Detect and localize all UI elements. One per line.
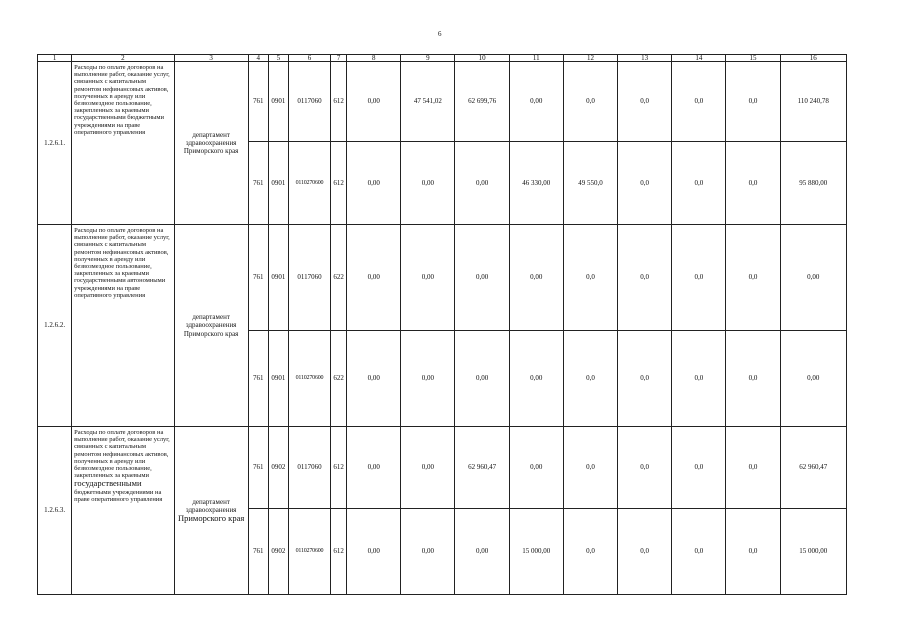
- table-cell: 761: [248, 225, 268, 331]
- table-cell: 0,0: [618, 142, 672, 225]
- header-cell: 1: [38, 55, 72, 62]
- table-cell: 0902: [268, 427, 288, 509]
- table-cell: 0,00: [455, 142, 509, 225]
- table-cell: 0,00: [401, 509, 455, 595]
- table-cell: 110 240,78: [780, 62, 846, 142]
- header-cell: 6: [288, 55, 330, 62]
- table-cell: 0,00: [347, 62, 401, 142]
- table-cell: 0117060: [288, 225, 330, 331]
- table-cell: 761: [248, 331, 268, 427]
- table-cell: 0,00: [780, 225, 846, 331]
- table-cell: 0,0: [726, 427, 780, 509]
- table-cell: 0,0: [618, 225, 672, 331]
- table-cell: 0,0: [672, 142, 726, 225]
- table-cell: 0,00: [455, 509, 509, 595]
- header-row: [38, 55, 847, 62]
- row-index: 1.2.6.1.: [38, 62, 72, 225]
- table-cell: 0,00: [780, 331, 846, 427]
- row-description: Расходы по оплате договоров на выполнение работ, оказание услуг, связанных с капитальным ремонтом нефинансовых активов, полученных в аренду или безвозмездное пользование, закрепленных за краевыми государственными бюджетными учреждениями на праве оперативного управления: [72, 62, 174, 225]
- table-cell: 0,0: [672, 331, 726, 427]
- page-number: 6: [438, 30, 442, 38]
- table-cell: 15 000,00: [780, 509, 846, 595]
- table-cell: 0,00: [347, 509, 401, 595]
- table-cell: 0,0: [563, 509, 617, 595]
- table-cell: 0,0: [618, 509, 672, 595]
- table-cell: 0,0: [563, 225, 617, 331]
- header-cell: 5: [268, 55, 288, 62]
- row-index: 1.2.6.2.: [38, 225, 72, 427]
- department-part: департамент здравоохранения: [185, 497, 237, 514]
- table-cell: 0,00: [347, 331, 401, 427]
- table-cell: 0,00: [455, 225, 509, 331]
- table-cell: 62 699,76: [455, 62, 509, 142]
- table-cell: 0,0: [672, 62, 726, 142]
- table-cell: 0,0: [563, 331, 617, 427]
- table-cell: 0110270600: [288, 331, 330, 427]
- table-cell: 0,0: [672, 225, 726, 331]
- row-department: [174, 427, 248, 595]
- table-cell: 0901: [268, 62, 288, 142]
- table-cell: 0,00: [347, 427, 401, 509]
- table-cell: 0,0: [672, 427, 726, 509]
- table-cell: 0,0: [563, 427, 617, 509]
- table-cell: 0,0: [726, 331, 780, 427]
- department-part: Приморского края: [178, 513, 245, 524]
- table-cell: 622: [331, 225, 347, 331]
- header-cell: 12: [563, 55, 617, 62]
- row-index: 1.2.6.3.: [38, 427, 72, 595]
- table-cell: 0117060: [288, 62, 330, 142]
- table-cell: 0,0: [726, 62, 780, 142]
- row-description: Расходы по оплате договоров на выполнение работ, оказание услуг, связанных с капитальным ремонтом нефинансовых активов, полученных в аренду или безвозмездное пользование, закрепленных за краевыми государственными автономными учреждениями на праве оперативного управления: [72, 225, 174, 427]
- header-cell: 9: [401, 55, 455, 62]
- table-cell: 0901: [268, 331, 288, 427]
- table-cell: 0,00: [455, 331, 509, 427]
- table-cell: 0,0: [618, 427, 672, 509]
- row-department: департамент здравоохранения Приморского края: [174, 62, 248, 225]
- table-cell: 0,00: [509, 62, 563, 142]
- table-cell: 0902: [268, 509, 288, 595]
- table-cell: 0,0: [726, 142, 780, 225]
- table-cell: 0,00: [509, 427, 563, 509]
- table-row: [38, 62, 847, 142]
- table-cell: 47 541,02: [401, 62, 455, 142]
- row-description: [72, 427, 174, 595]
- table-cell: 0,0: [726, 225, 780, 331]
- header-cell: 16: [780, 55, 846, 62]
- table-cell: 95 880,00: [780, 142, 846, 225]
- table-cell: 0,0: [563, 62, 617, 142]
- header-cell: 13: [618, 55, 672, 62]
- table-cell: 0,00: [401, 427, 455, 509]
- table-cell: 761: [248, 427, 268, 509]
- header-cell: 2: [72, 55, 174, 62]
- table-cell: 0,00: [401, 142, 455, 225]
- table-cell: 612: [331, 62, 347, 142]
- table-cell: 0110270600: [288, 509, 330, 595]
- table-cell: 49 550,0: [563, 142, 617, 225]
- table-cell: 0,00: [401, 225, 455, 331]
- header-cell: 4: [248, 55, 268, 62]
- row-department: департамент здравоохранения Приморского края: [174, 225, 248, 427]
- table-cell: 761: [248, 62, 268, 142]
- table-cell: 0901: [268, 225, 288, 331]
- table-row: [38, 427, 847, 509]
- budget-table: [37, 54, 847, 595]
- table-cell: 0,0: [672, 509, 726, 595]
- table-cell: 0,00: [347, 225, 401, 331]
- table-cell: 0117060: [288, 427, 330, 509]
- table-cell: 62 960,47: [780, 427, 846, 509]
- table-cell: 0,00: [401, 331, 455, 427]
- table-cell: 761: [248, 142, 268, 225]
- description-part: государственными: [74, 478, 142, 489]
- table-cell: 612: [331, 427, 347, 509]
- table-cell: 0901: [268, 142, 288, 225]
- table-cell: 0,00: [347, 142, 401, 225]
- header-cell: 11: [509, 55, 563, 62]
- header-cell: 14: [672, 55, 726, 62]
- table-cell: 0,0: [726, 509, 780, 595]
- table-cell: 0,00: [509, 331, 563, 427]
- header-cell: 15: [726, 55, 780, 62]
- table-cell: 612: [331, 509, 347, 595]
- header-cell: 7: [331, 55, 347, 62]
- header-cell: 10: [455, 55, 509, 62]
- table-cell: 0,0: [618, 331, 672, 427]
- table-cell: 0,00: [509, 225, 563, 331]
- description-part: бюджетными учреждениями на праве оперативного управления: [74, 488, 163, 503]
- description-part: Расходы по оплате договоров на выполнение работ, оказание услуг, связанных с капитальным ремонтом нефинансовых активов, полученных в аренду или безвозмездное пользование, закрепленных за краевыми: [74, 429, 170, 480]
- header-cell: 8: [347, 55, 401, 62]
- table-cell: 46 330,00: [509, 142, 563, 225]
- table-cell: 0,0: [618, 62, 672, 142]
- table-cell: 15 000,00: [509, 509, 563, 595]
- table-cell: 612: [331, 142, 347, 225]
- table-cell: 761: [248, 509, 268, 595]
- header-cell: 3: [174, 55, 248, 62]
- table-row: [38, 225, 847, 331]
- table-cell: 622: [331, 331, 347, 427]
- table-cell: 62 960,47: [455, 427, 509, 509]
- table-cell: 0110270600: [288, 142, 330, 225]
